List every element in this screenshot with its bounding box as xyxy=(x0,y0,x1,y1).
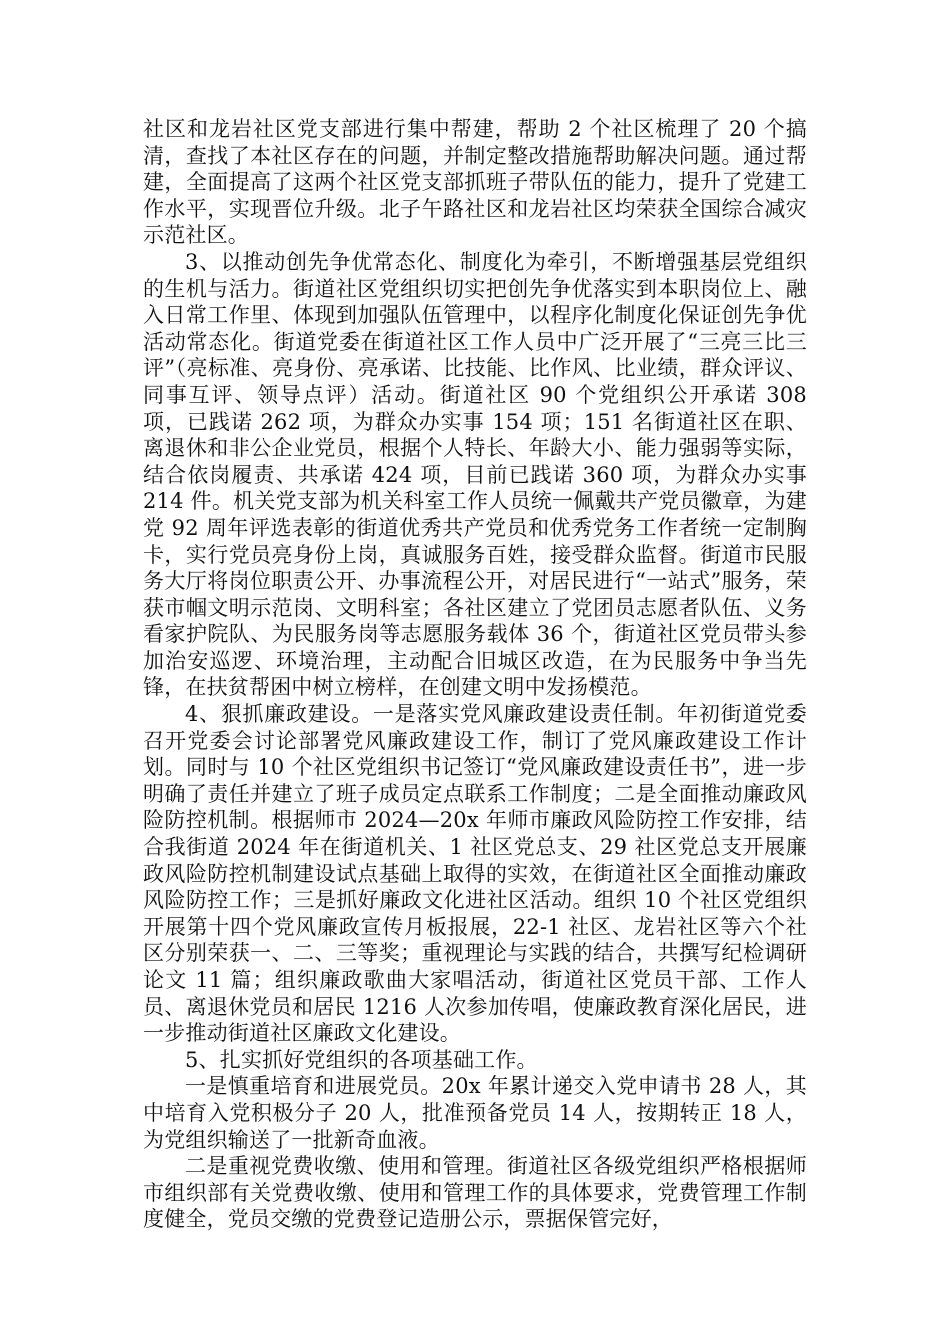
paragraph-4: 5、扎实抓好党组织的各项基础工作。 xyxy=(185,1047,538,1072)
paragraph-3: 4、狠抓廉政建设。一是落实党风廉政建设责任制。年初街道党委召开党委会讨论部署党风廉政建设工作，制订了党风廉政建设工作计划。同时与 10 个社区党组织书记签订“党风廉政建设责任书”，进一步明确了责任并建立了班子成员定点联系工作制度；二是全面推动廉政风险防控机制。根据师市 2024—20x 年师市廉政风险防控工作安排，结合我街道 2024 年在街道机关、1 社区党总支、29 社区党总支开展廉政风险防控机制建设试点基础上取得的实效，在街道社区全面推动廉政风险防控工作；三是抓好廉政文化进社区活动。组织 10 个社区党组织开展第十四个党风廉政宣传月板报展，22-1 社区、龙岩社区等六个社区分别荣获一、二、三等奖；重视理论与实践的结合，共撰写纪检调研论文 11 篇；组织廉政歌曲大家唱活动，街道社区党员干部、工作人员、离退休党员和居民 1216 人次参加传唱，使廉政教育深化居民，进一步推动街道社区廉政文化建设。 xyxy=(143,702,807,1046)
paragraph-1: 社区和龙岩社区党支部进行集中帮建，帮助 2 个社区梳理了 20 个搞清，查找了本社区存在的问题，并制定整改措施帮助解决问题。通过帮建，全面提高了这两个社区党支部抓班子带队伍的能力，提升了党建工作水平，实现晋位升级。北子午路社区和龙岩社区均荣获全国综合减灾示范社区。 xyxy=(143,117,807,248)
paragraph-2: 3、以推动创先争优常态化、制度化为牵引，不断增强基层党组织的生机与活力。街道社区党组织切实把创先争优落实到本职岗位上、融入日常工作里、体现到加强队伍管理中，以程序化制度化保证创先争优活动常态化。街道党委在街道社区工作人员中广泛开展了“三亮三比三评”（亮标准、亮身份、亮承诺、比技能、比作风、比业绩，群众评议、同事互评、领导点评）活动。街道社区 90 个党组织公开承诺 308 项，已践诺 262 项，为群众办实事 154 项；151 名街道社区在职、离退休和非公企业党员，根据个人特长、年龄大小、能力强弱等实际，结合依岗履责、共承诺 424 项，目前已践诺 360 项，为群众办实事 214 件。机关党支部为机关科室工作人员统一佩戴共产党员徽章，为建党 92 周年评选表彰的街道优秀共产党员和优秀党务工作者统一定制胸卡，实行党员亮身份上岗，真诚服务百姓，接受群众监督。街道市民服务大厅将岗位职责公开、办事流程公开，对居民进行“一站式”服务，荣获市帼文明示范岗、文明科室；各社区建立了党团员志愿者队伍、义务看家护院队、为民服务岗等志愿服务载体 36 个，街道社区党员带头参加治安巡逻、环境治理，主动配合旧城区改造，在为民服务中争当先锋，在扶贫帮困中树立榜样，在创建文明中发扬模范。 xyxy=(143,249,807,700)
document-body xyxy=(143,116,807,1233)
paragraph-6: 二是重视党费收缴、使用和管理。街道社区各级党组织严格根据师市组织部有关党费收缴、使用和管理工作的具体要求，党费管理工作制度健全，党员交缴的党费登记造册公示，票据保管完好， xyxy=(143,1154,807,1232)
paragraph-5: 一是慎重培育和进展党员。20x 年累计递交入党申请书 28 人，其中培育入党积极分子 20 人，批准预备党员 14 人，按期转正 18 人，为党组织输送了一批新奇血液。 xyxy=(143,1074,807,1152)
